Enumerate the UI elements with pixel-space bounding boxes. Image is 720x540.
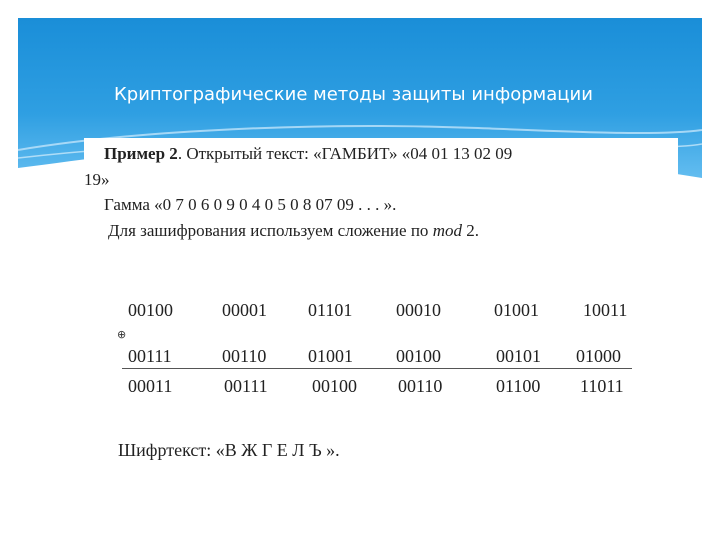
- table-cell: 01101: [308, 300, 353, 320]
- note-end: 2.: [461, 221, 479, 240]
- table-cell: 01000: [576, 346, 621, 366]
- table-cell: 00101: [496, 346, 541, 366]
- table-cell: 00100: [312, 376, 357, 396]
- ciphertext-line: Шифртекст: «В Ж Г Е Л Ъ ».: [118, 440, 340, 460]
- note-mod: mod: [432, 221, 462, 240]
- example-label: Пример 2: [104, 144, 178, 163]
- table-cell: 00100: [396, 346, 441, 366]
- slide-title: Криптографические методы защиты информации: [114, 84, 593, 105]
- table-cell: 00111: [128, 346, 172, 366]
- plaintext-continuation: 19»: [84, 170, 110, 189]
- table-cell: 00100: [128, 300, 173, 320]
- table-cell: 11011: [580, 376, 624, 396]
- plaintext-line: . Открытый текст: «ГАМБИТ» «04 01 13 02 09: [177, 144, 513, 163]
- table-cell: 00111: [224, 376, 268, 396]
- table-cell: 01001: [308, 346, 353, 366]
- table-cell: 10011: [583, 300, 628, 320]
- table-cell: 00011: [128, 376, 173, 396]
- example-heading: [104, 144, 512, 164]
- note-text: Для зашифрования используем сложение по: [108, 221, 433, 240]
- sum-divider: [122, 368, 632, 369]
- table-cell: 00110: [222, 346, 267, 366]
- table-cell: 00110: [398, 376, 443, 396]
- encryption-note: [108, 221, 479, 241]
- table-cell: 00001: [222, 300, 267, 320]
- gamma-line: Гамма «0 7 0 6 0 9 0 4 0 5 0 8 07 09 . . . ».: [104, 195, 397, 214]
- table-cell: 01100: [496, 376, 541, 396]
- table-cell: 01001: [494, 300, 539, 320]
- xor-symbol: ⊕: [117, 328, 127, 341]
- table-cell: 00010: [396, 300, 441, 320]
